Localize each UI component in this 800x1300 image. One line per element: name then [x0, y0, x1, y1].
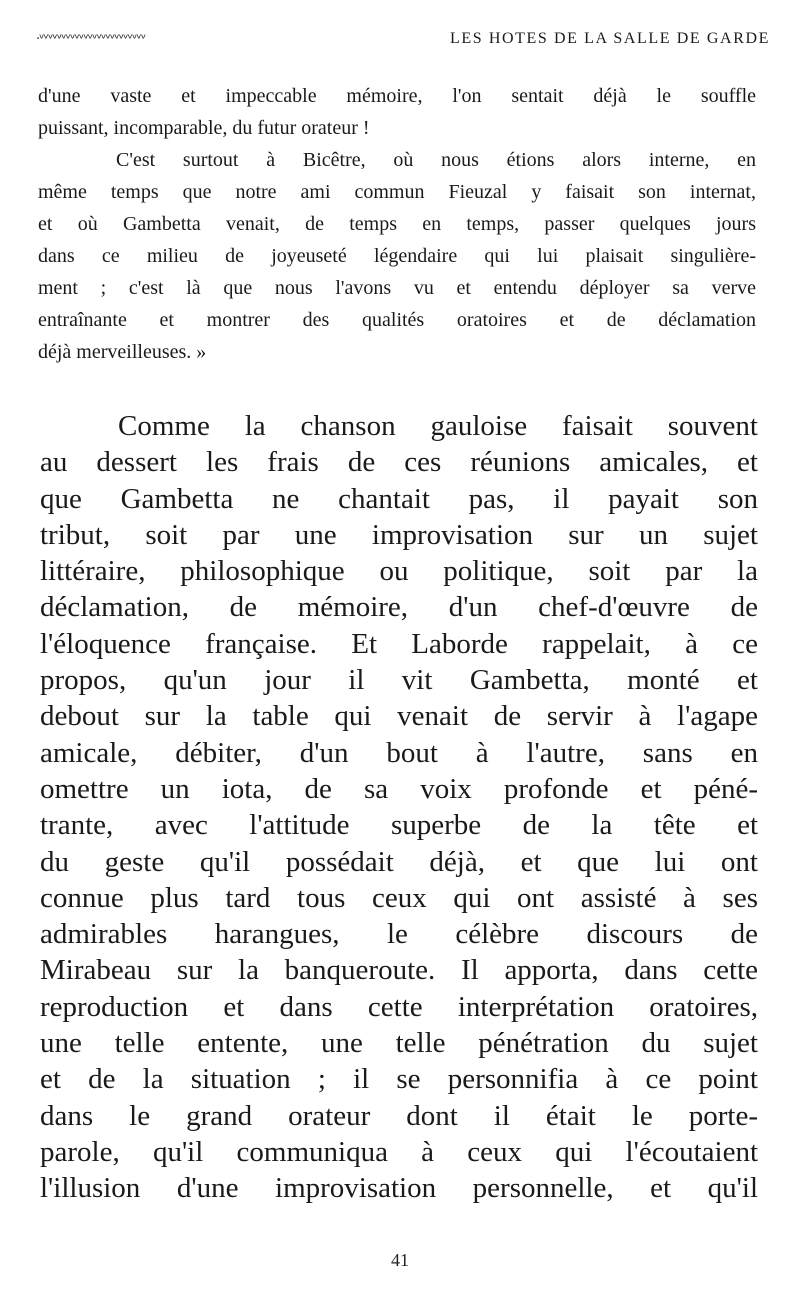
text-line: une telle entente, une telle pénétration du sujet — [40, 1027, 758, 1060]
page-header — [36, 26, 770, 52]
text-line: littéraire, philosophique ou politique, soit par la — [40, 555, 758, 588]
text-line: reproduction et dans cette interprétation oratoires, — [40, 990, 758, 1023]
text-line: debout sur la table qui venait de servir à l'agape — [40, 700, 758, 733]
text-line: que Gambetta ne chantait pas, il payait son — [40, 482, 758, 515]
quote-line: dans ce milieu de joyeuseté légendaire qui lui plaisait singulière- — [38, 245, 756, 267]
text-line: et de la situation ; il se personnifia à ce point — [40, 1063, 758, 1096]
text-line: amicale, débiter, d'un bout à l'autre, sans en — [40, 736, 758, 769]
page-number: 41 — [391, 1250, 409, 1270]
text-line: dans le grand orateur dont il était le porte- — [40, 1099, 758, 1132]
main-paragraph — [40, 408, 758, 1207]
text-line: tribut, soit par une improvisation sur un sujet — [40, 518, 758, 551]
text-line: du geste qu'il possédait déjà, et que lui ont — [40, 845, 758, 878]
quote-line: ment ; c'est là que nous l'avons vu et entendu déployer sa verve — [38, 277, 756, 299]
text-line: parole, qu'il communiqua à ceux qui l'écoutaient — [40, 1135, 758, 1168]
text-line: trante, avec l'attitude superbe de la tête et — [40, 809, 758, 842]
quote-line: puissant, incomparable, du futur orateur ! — [38, 117, 370, 139]
text-line: au dessert les frais de ces réunions amicales, et — [40, 446, 758, 479]
text-line: Mirabeau sur la banqueroute. Il apporta, dans cette — [40, 954, 758, 987]
quote-line: déjà merveilleuses. » — [38, 341, 207, 363]
text-line: déclamation, de mémoire, d'un chef-d'œuvre de — [40, 591, 758, 624]
quoted-passage — [38, 80, 756, 368]
quote-line: entraînante et montrer des qualités oratoires et de déclamation — [38, 309, 756, 331]
text-line: connue plus tard tous ceux qui ont assisté à ses — [40, 881, 758, 914]
quote-line: et où Gambetta venait, de temps en temps, passer quelques jours — [38, 213, 756, 235]
header-ornament: ·ᵛᵛᵛᵛᵛᵛᵛᵛᵛᵛᵛᵛᵛᵛᵛᵛᵛᵛᵛᵛᵛᵛᵛᵛ — [36, 31, 146, 47]
quote-line: C'est surtout à Bicêtre, où nous étions alors interne, en — [116, 149, 756, 171]
running-title: LES HOTES DE LA SALLE DE GARDE — [450, 30, 770, 47]
text-line: admirables harangues, le célèbre discours de — [40, 918, 758, 951]
text-line: l'illusion d'une improvisation personnelle, et qu'il — [40, 1172, 758, 1205]
quote-line: d'une vaste et impeccable mémoire, l'on sentait déjà le souffle — [38, 85, 756, 107]
text-line: omettre un iota, de sa voix profonde et péné- — [40, 772, 758, 805]
text-line: Comme la chanson gauloise faisait souvent — [118, 410, 758, 442]
quote-line: même temps que notre ami commun Fieuzal y faisait son internat, — [38, 181, 756, 203]
text-line: l'éloquence française. Et Laborde rappelait, à ce — [40, 627, 758, 660]
text-line: propos, qu'un jour il vit Gambetta, monté et — [40, 664, 758, 697]
